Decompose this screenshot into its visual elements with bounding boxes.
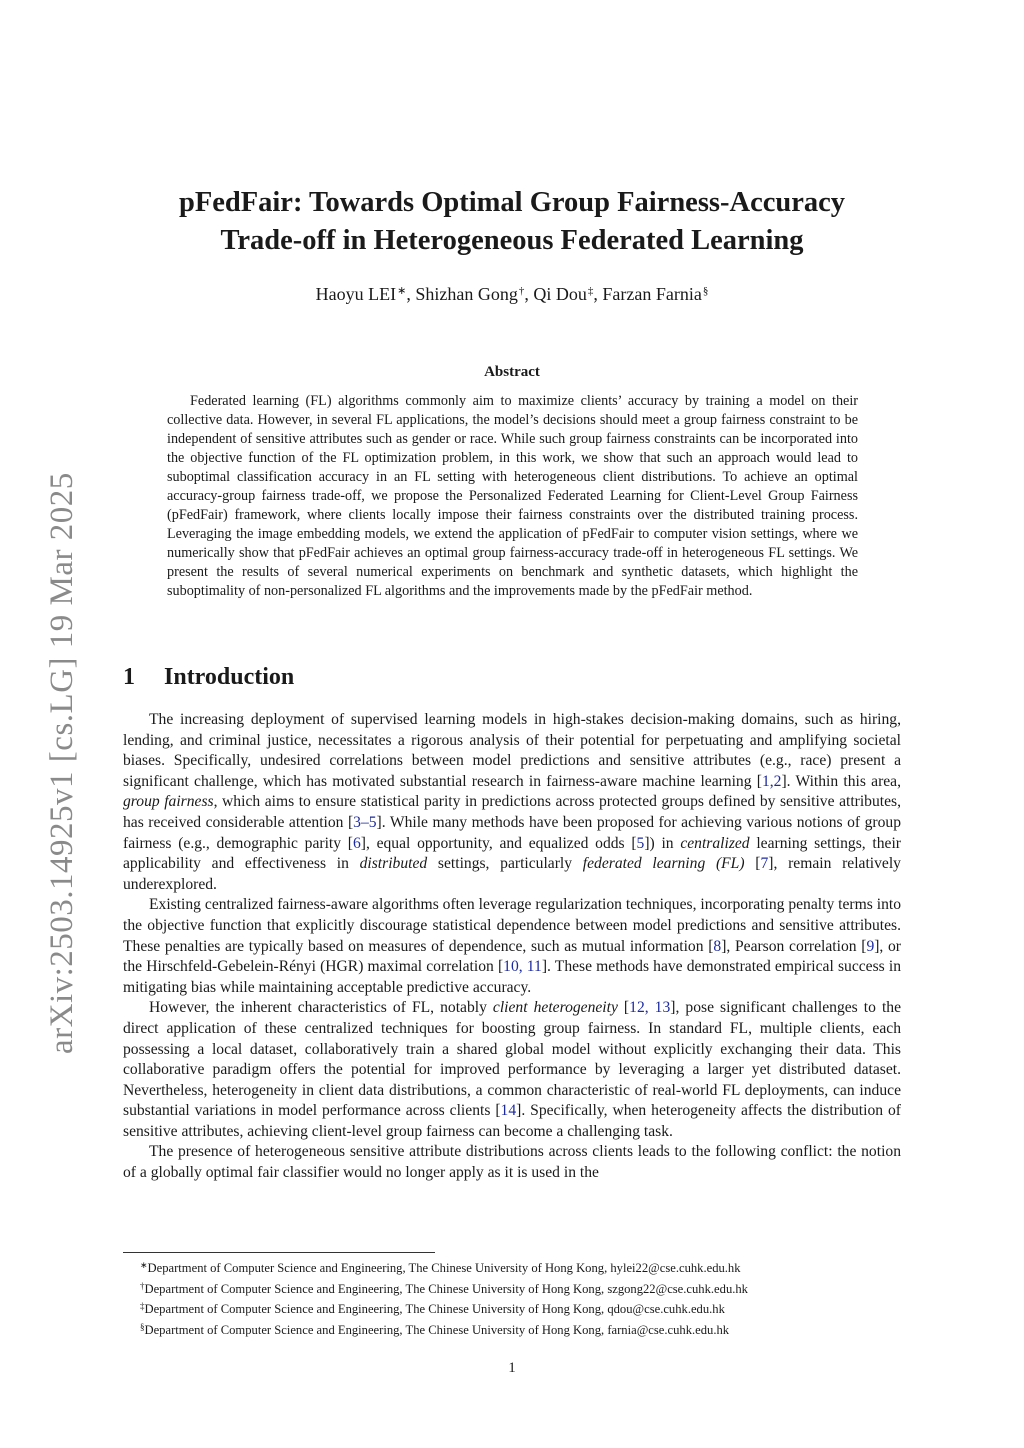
paragraph: However, the inherent characteristics of FL, notably client heterogeneity [12, 13], pose significant challenges to the direct application of these centralized techniques for boosting group fairness. In standard FL, multiple clients, each possessing a local dataset, collaboratively train a shared global model without explicitly exchanging their data. This collaborative paradigm offers the potential for improved performance by leveraging a larger yet distributed dataset. Nevertheless, heterogeneity in client data distributions, a common characteristic of real-world FL deployments, can induce substantial variations in model performance across clients [14]. Specifically, when heterogeneity affects the distribution of sensitive attributes, achieving client-level group fairness can become a challenging task. bbox=[123, 999, 901, 1140]
footnote bbox=[140, 1278, 910, 1299]
footnote bbox=[140, 1298, 910, 1319]
author-name: Farzan Farnia bbox=[602, 284, 702, 304]
citation-link[interactable]: 8 bbox=[713, 937, 722, 955]
footnote bbox=[140, 1319, 910, 1340]
emphasis: group fairness bbox=[123, 793, 214, 811]
page-number: 1 bbox=[508, 1360, 516, 1376]
citation-link[interactable]: 10, 11 bbox=[503, 958, 542, 976]
paragraph: The presence of heterogeneous sensitive attribute distributions across clients leads to the following conflict: the notion of a globally optimal fair classifier would no longer apply as it is used in the bbox=[123, 1143, 901, 1182]
footnote-rule bbox=[123, 1252, 435, 1253]
author-name: Qi Dou bbox=[533, 284, 587, 304]
footnote-text: Department of Computer Science and Engineering, The Chinese University of Hong Kong, szgong22@cse.cuhk.edu.hk bbox=[144, 1281, 748, 1296]
author-name: Shizhan Gong bbox=[415, 284, 518, 304]
author-mark: † bbox=[518, 285, 525, 297]
citation-link[interactable]: 3–5 bbox=[353, 813, 377, 831]
footnote-mark: † bbox=[140, 1280, 145, 1291]
footnote bbox=[140, 1257, 910, 1278]
title-line-1: pFedFair: Towards Optimal Group Fairness-Accuracy bbox=[178, 187, 846, 218]
paragraph: The increasing deployment of supervised learning models in high-stakes decision-making domains, such as hiring, lending, and criminal justice, necessitates a rigorous analysis of their potential for perpetuating and amplifying societal biases. Specifically, undesired correlations between model predictions and sensitive attributes (e.g., race) present a significant challenge, which has motivated substantial research in fairness-aware machine learning [1,2]. Within this area, group fairness, which aims to ensure statistical parity in predictions across protected groups defined by sensitive attributes, has received considerable attention [3–5]. While many methods have been proposed for achieving various notions of group fairness (e.g., demographic parity [6], equal opportunity, and equalized odds [5]) in centralized learning settings, their applicability and effectiveness in distributed settings, particularly federated learning (FL) [7], remain relatively underexplored. bbox=[123, 711, 902, 893]
author-mark: § bbox=[702, 285, 709, 297]
abstract-heading: Abstract bbox=[484, 364, 540, 380]
paper-title bbox=[110, 184, 914, 260]
section-title: Introduction bbox=[164, 664, 295, 690]
footnote-text: Department of Computer Science and Engineering, The Chinese University of Hong Kong, farnia@cse.cuhk.edu.hk bbox=[144, 1322, 730, 1337]
citation-link[interactable]: 7 bbox=[760, 855, 769, 873]
footnotes bbox=[140, 1257, 910, 1339]
emphasis: centralized bbox=[680, 834, 750, 852]
author-name: Haoyu LEI bbox=[315, 284, 397, 304]
author-list: Haoyu LEI∗, Shizhan Gong†, Qi Dou‡, Farzan Farnia§ bbox=[315, 284, 709, 304]
citation-link[interactable]: 6 bbox=[352, 834, 361, 852]
author-mark: ‡ bbox=[587, 285, 594, 297]
citation-link[interactable]: 5 bbox=[636, 834, 645, 852]
author-mark: ∗ bbox=[397, 285, 407, 297]
footnote-mark: ‡ bbox=[140, 1301, 145, 1312]
citation-link[interactable]: 14 bbox=[500, 1102, 517, 1120]
section-number: 1 bbox=[123, 664, 135, 690]
citation-link[interactable]: 1,2 bbox=[761, 772, 782, 790]
abstract-text: Federated learning (FL) algorithms commonly aim to maximize clients’ accuracy by training a model on their collective data. However, in several FL applications, the model’s decisions should meet a group fairness constraint to be independent of sensitive attributes such as gender or race. While such group fairness constraints can be incorporated into the objective function of the FL optimization problem, in this work, we show that such an approach would lead to suboptimal classification accuracy in an FL setting with heterogeneous client distributions. To achieve an optimal accuracy-group fairness trade-off, we propose the Personalized Federated Learning for Client-Level Group Fairness (pFedFair) framework, where clients locally impose their fairness constraints over the distributed training process. Leveraging the image embedding models, we extend the application of pFedFair to computer vision settings, where we numerically show that pFedFair achieves an optimal group fairness-accuracy trade-off in heterogeneous FL settings. We present the results of several numerical experiments on benchmark and synthetic datasets, which highlight the suboptimality of non-personalized FL algorithms and the improvements made by the pFedFair method. bbox=[167, 393, 858, 599]
title-line-2: Trade-off in Heterogeneous Federated Learning bbox=[220, 225, 804, 256]
footnote-text: Department of Computer Science and Engineering, The Chinese University of Hong Kong, qdou@cse.cuhk.edu.hk bbox=[144, 1302, 725, 1317]
emphasis: federated learning (FL) bbox=[582, 855, 745, 873]
citation-link[interactable]: 12, 13 bbox=[629, 999, 671, 1017]
body-text bbox=[123, 710, 901, 1184]
section-heading bbox=[123, 664, 294, 691]
footnote-mark: § bbox=[140, 1321, 145, 1332]
emphasis: client heterogeneity bbox=[492, 999, 618, 1017]
footnote-text: Department of Computer Science and Engineering, The Chinese University of Hong Kong, hylei22@cse.cuhk.edu.hk bbox=[147, 1261, 741, 1275]
paragraph: Existing centralized fairness-aware algorithms often leverage regularization techniques, incorporating penalty terms into the objective function that explicitly discourage statistical dependence between model predictions and sensitive attributes. These penalties are typically based on measures of dependence, such as mutual information [8], Pearson correlation [9], or the Hirschfeld-Gebelein-Rényi (HGR) maximal correlation [10, 11]. These methods have demonstrated empirical success in mitigating bias while maintaining acceptable predictive accuracy. bbox=[123, 896, 901, 996]
arxiv-stamp: arXiv:2503.14925v1 [cs.LG] 19 Mar 2025 bbox=[44, 472, 80, 1054]
citation-link[interactable]: 9 bbox=[866, 937, 875, 955]
emphasis: distributed bbox=[359, 855, 428, 873]
footnote-mark: ∗ bbox=[140, 1260, 148, 1270]
